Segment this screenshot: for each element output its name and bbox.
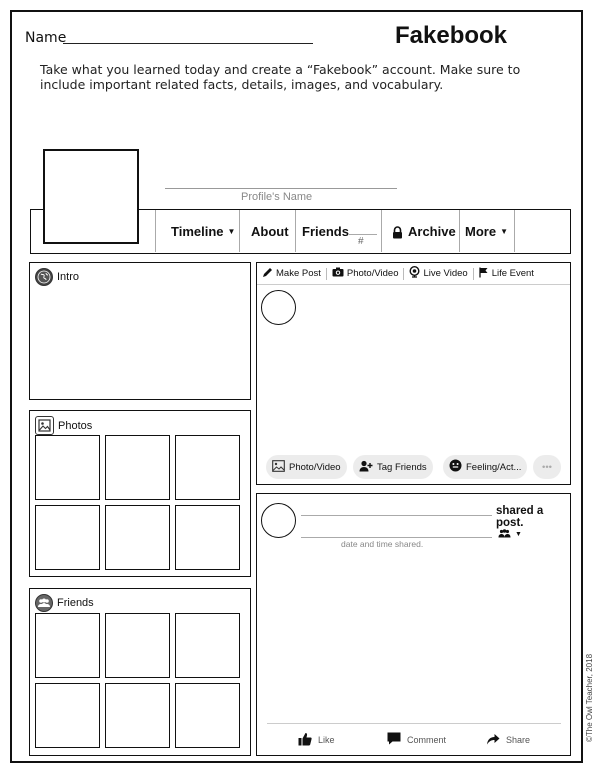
tag-friends-button[interactable] (353, 455, 433, 479)
photos-label: Photos (58, 419, 93, 432)
page-title: Fakebook (395, 22, 508, 49)
photo-slot[interactable] (105, 505, 170, 570)
nav-about[interactable] (251, 224, 289, 239)
photos-icon (272, 460, 285, 475)
nav-timeline-label: Timeline (171, 224, 224, 239)
chevron-down-icon: ▼ (227, 227, 236, 236)
privacy-selector[interactable] (498, 525, 522, 543)
shared-post (256, 493, 571, 756)
thumbs-up-icon (298, 732, 312, 748)
friends-count: # (358, 236, 364, 247)
photos-grid (35, 435, 240, 570)
profile-picture-box[interactable] (43, 149, 139, 244)
name-field[interactable] (63, 43, 313, 44)
intro-header (35, 268, 79, 286)
nav-divider (381, 210, 382, 252)
composer-tabs (257, 263, 570, 285)
friend-slot[interactable] (35, 613, 100, 678)
photos-header (35, 416, 92, 435)
nav-archive[interactable] (391, 224, 456, 239)
intro-panel (29, 262, 251, 400)
friend-slot[interactable] (105, 613, 170, 678)
like-label: Like (318, 735, 335, 745)
chevron-down-icon: ▼ (500, 227, 508, 236)
share-label: Share (506, 734, 531, 745)
photo-video-label: Photo/Video (289, 461, 341, 473)
nav-divider (239, 210, 240, 252)
friends-icon (35, 594, 53, 612)
post-actions-divider (267, 723, 561, 724)
more-dots-icon: ••• (542, 461, 552, 473)
nav-about-label: About (251, 224, 289, 239)
comment-icon (387, 732, 401, 747)
live-video-icon (409, 266, 420, 281)
tag-friends-icon (359, 460, 373, 475)
nav-divider (514, 210, 515, 252)
avatar (261, 290, 296, 325)
camera-icon (332, 267, 344, 280)
friend-slot[interactable] (175, 613, 240, 678)
date-label: date and time shared. (341, 539, 424, 549)
comment-button[interactable] (387, 732, 446, 747)
friends-header (35, 594, 94, 612)
photo-slot[interactable] (35, 435, 100, 500)
poster-name-field[interactable] (301, 515, 492, 516)
nav-divider (295, 210, 296, 252)
tab-photo-video[interactable] (327, 267, 404, 280)
photos-panel (29, 410, 251, 577)
shared-post-text: shared a post. (496, 505, 544, 529)
photos-icon (35, 416, 54, 435)
tab-make-post[interactable] (257, 267, 326, 281)
tab-life-event-label: Life Event (491, 268, 534, 279)
lock-icon (391, 226, 404, 238)
globe-icon (35, 268, 53, 286)
flag-icon (479, 267, 489, 281)
date-field[interactable] (301, 537, 492, 538)
nav-divider (155, 210, 156, 252)
photo-slot[interactable] (105, 435, 170, 500)
photo-slot[interactable] (175, 505, 240, 570)
post-composer (256, 262, 571, 485)
intro-label: Intro (57, 271, 80, 283)
share-button[interactable] (486, 732, 530, 747)
comment-label: Comment (407, 734, 447, 745)
photo-slot[interactable] (175, 435, 240, 500)
friends-panel (29, 588, 251, 756)
friend-slot[interactable] (35, 683, 100, 748)
friend-slot[interactable] (175, 683, 240, 748)
instructions: Take what you learned today and create a “Fakebook” account. Make sure to include important related facts, details, images, and vocabulary. (40, 62, 521, 92)
tab-make-post-label: Make Post (276, 268, 321, 279)
nav-more-label: More (465, 224, 497, 239)
share-icon (486, 732, 500, 747)
tab-live-video-label: Live Video (423, 268, 468, 279)
nav-friends-label: Friends (302, 224, 349, 239)
nav-divider (459, 210, 460, 252)
photo-slot[interactable] (35, 505, 100, 570)
feeling-activity-label: Feeling/Act... (466, 461, 522, 473)
tab-photo-video-label: Photo/Video (346, 268, 399, 279)
photo-video-button[interactable] (266, 455, 347, 479)
tab-live-video[interactable] (404, 266, 472, 281)
nav-more[interactable] (465, 224, 508, 239)
friends-grid (35, 613, 240, 748)
friends-panel-label: Friends (57, 597, 94, 609)
profile-name-placeholder: Profile's Name (241, 191, 313, 203)
avatar (261, 503, 296, 538)
smiley-icon (449, 459, 462, 475)
name-label: Name (25, 30, 67, 46)
tab-life-event[interactable] (474, 267, 539, 281)
tag-friends-label: Tag Friends (377, 461, 427, 473)
chevron-down-icon: ▼ (515, 530, 522, 538)
friends-icon (498, 525, 511, 543)
nav-friends[interactable] (302, 224, 349, 239)
feeling-activity-button[interactable] (443, 455, 527, 479)
friends-count-field[interactable] (349, 234, 377, 235)
nav-timeline[interactable] (171, 224, 235, 239)
nav-archive-label: Archive (408, 224, 456, 239)
like-button[interactable] (298, 732, 335, 748)
copyright-credit: ©The Owl Teacher, 2018 (585, 653, 594, 742)
friend-slot[interactable] (105, 683, 170, 748)
pencil-icon (262, 267, 273, 281)
more-options-button[interactable] (533, 455, 561, 479)
profile-name-field[interactable] (165, 188, 397, 189)
